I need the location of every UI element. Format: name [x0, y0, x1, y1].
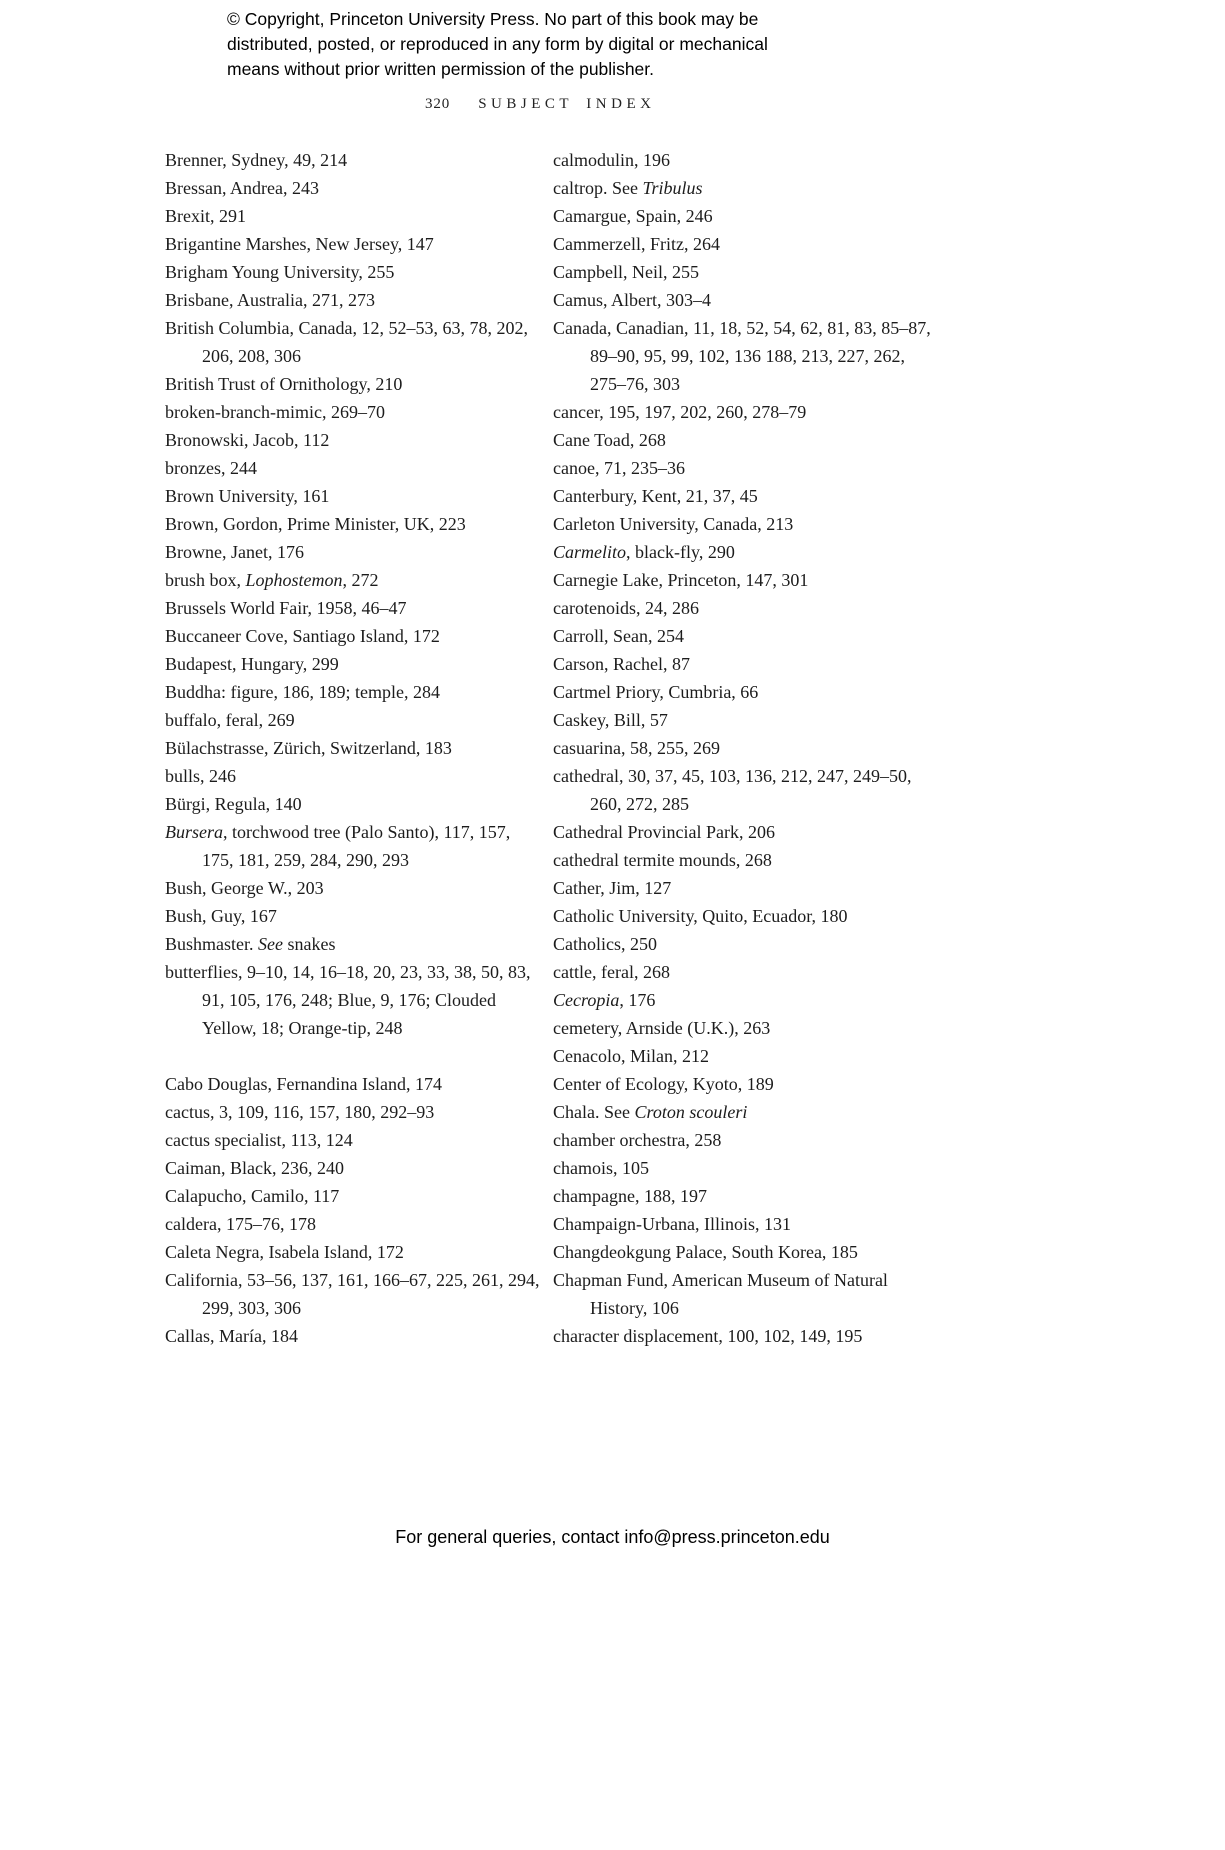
index-entry — [165, 1182, 543, 1210]
index-entry — [165, 902, 543, 930]
index-entry-text: Calapucho, Camilo, 117 — [165, 1186, 340, 1206]
index-entry-text: cactus, 3, 109, 116, 157, 180, 292–93 — [165, 1102, 435, 1122]
index-entry-text: , 272 — [342, 570, 379, 590]
index-entry — [165, 930, 543, 958]
index-entry — [165, 174, 543, 202]
index-entry — [553, 902, 931, 930]
index-entry-text: Cenacolo, Milan, 212 — [553, 1046, 709, 1066]
index-entry-text: cattle, feral, 268 — [553, 962, 670, 982]
index-entry — [165, 706, 543, 734]
index-entry — [165, 230, 543, 258]
index-entry — [553, 454, 931, 482]
index-entry-text: Catholics, 250 — [553, 934, 657, 954]
index-entry-text: Brisbane, Australia, 271, 273 — [165, 290, 375, 310]
index-entry — [553, 202, 931, 230]
index-entry — [165, 454, 543, 482]
index-entry — [553, 874, 931, 902]
index-entry — [165, 1322, 543, 1350]
index-entry-text: Cane Toad, 268 — [553, 430, 666, 450]
index-entry — [553, 1238, 931, 1266]
index-entry — [553, 146, 931, 174]
index-entry — [553, 286, 931, 314]
index-entry-text: Browne, Janet, 176 — [165, 542, 304, 562]
index-entry-text: Bush, Guy, 167 — [165, 906, 277, 926]
index-entry — [553, 1042, 931, 1070]
index-entry-text: Brigham Young University, 255 — [165, 262, 395, 282]
index-entry — [553, 678, 931, 706]
index-entry-text: British Columbia, Canada, 12, 52–53, 63, 78, 202, 206, 208, 306 — [165, 318, 528, 366]
index-entry — [165, 1154, 543, 1182]
index-entry — [553, 1154, 931, 1182]
index-entry-text: Caskey, Bill, 57 — [553, 710, 668, 730]
index-entry — [553, 1126, 931, 1154]
index-entry — [553, 426, 931, 454]
index-entry — [553, 258, 931, 286]
index-entry-italic-text: Croton scouleri — [634, 1102, 748, 1122]
index-entry — [165, 622, 543, 650]
index-entry-text: caltrop. See — [553, 178, 643, 198]
index-entry — [165, 314, 543, 370]
index-entry-text: Catholic University, Quito, Ecuador, 180 — [553, 906, 848, 926]
index-entry — [553, 230, 931, 258]
index-entry-text: Cartmel Priory, Cumbria, 66 — [553, 682, 759, 702]
index-entry — [165, 538, 543, 566]
index-entry-text: Buccaneer Cove, Santiago Island, 172 — [165, 626, 440, 646]
index-entry — [553, 622, 931, 650]
index-entry-text: Champaign-Urbana, Illinois, 131 — [553, 1214, 791, 1234]
index-entry-text: Bressan, Andrea, 243 — [165, 178, 319, 198]
index-entry-text: Carleton University, Canada, 213 — [553, 514, 794, 534]
index-entry — [553, 1070, 931, 1098]
index-entry-text: Brussels World Fair, 1958, 46–47 — [165, 598, 407, 618]
index-entry — [165, 426, 543, 454]
index-entry — [553, 1014, 931, 1042]
running-head — [425, 96, 655, 113]
index-entry-text: , 176 — [619, 990, 656, 1010]
index-entry — [553, 1322, 931, 1350]
index-entry-text: Brigantine Marshes, New Jersey, 147 — [165, 234, 434, 254]
index-entry-text: cancer, 195, 197, 202, 260, 278–79 — [553, 402, 807, 422]
index-entry-text: Bush, George W., 203 — [165, 878, 324, 898]
index-entry-text: champagne, 188, 197 — [553, 1186, 707, 1206]
index-entry — [165, 1126, 543, 1154]
index-entry-text: California, 53–56, 137, 161, 166–67, 225, 261, 294, 299, 303, 306 — [165, 1270, 540, 1318]
index-entry-text: Callas, María, 184 — [165, 1326, 298, 1346]
index-entry-text: Bülachstrasse, Zürich, Switzerland, 183 — [165, 738, 452, 758]
index-entry — [165, 594, 543, 622]
index-entry-text: cathedral, 30, 37, 45, 103, 136, 212, 247, 249–50, 260, 272, 285 — [553, 766, 912, 814]
index-entry-text: canoe, 71, 235–36 — [553, 458, 685, 478]
index-entry — [553, 594, 931, 622]
index-columns — [165, 146, 931, 1350]
index-entry-text: Center of Ecology, Kyoto, 189 — [553, 1074, 774, 1094]
index-entry — [553, 846, 931, 874]
index-entry — [553, 762, 931, 818]
index-entry-text: Bürgi, Regula, 140 — [165, 794, 302, 814]
index-entry-text: Brexit, 291 — [165, 206, 246, 226]
index-entry-text: bronzes, 244 — [165, 458, 257, 478]
index-entry — [553, 314, 931, 398]
index-entry-italic-text: Cecropia — [553, 990, 620, 1010]
index-entry — [165, 286, 543, 314]
index-entry-text: Bushmaster. — [165, 934, 258, 954]
index-entry — [165, 874, 543, 902]
index-entry — [165, 370, 543, 398]
index-column-left — [165, 146, 543, 1350]
index-entry-italic-text: Carmelito — [553, 542, 627, 562]
index-entry-italic-text: Lophostemon — [245, 570, 343, 590]
index-entry-text: Camargue, Spain, 246 — [553, 206, 713, 226]
index-entry-text: bulls, 246 — [165, 766, 237, 786]
index-entry-text: Cather, Jim, 127 — [553, 878, 672, 898]
index-entry — [553, 510, 931, 538]
copyright-line: means without prior written permission of the publisher. — [227, 59, 655, 79]
index-entry — [553, 1098, 931, 1126]
page-number: 320 — [425, 96, 451, 112]
index-entry — [553, 930, 931, 958]
index-entry-text: character displacement, 100, 102, 149, 195 — [553, 1326, 863, 1346]
index-entry — [165, 734, 543, 762]
index-entry-text: Campbell, Neil, 255 — [553, 262, 699, 282]
index-entry — [165, 482, 543, 510]
index-entry — [165, 650, 543, 678]
index-entry-text: Canterbury, Kent, 21, 37, 45 — [553, 486, 758, 506]
index-entry — [165, 790, 543, 818]
index-entry-text: , black-fly, 290 — [626, 542, 735, 562]
index-entry-text: Camus, Albert, 303–4 — [553, 290, 711, 310]
copyright-line: © Copyright, Princeton University Press. No part of this book may be — [227, 9, 759, 29]
index-entry — [553, 1210, 931, 1238]
index-entry — [165, 1098, 543, 1126]
index-entry-text: buffalo, feral, 269 — [165, 710, 295, 730]
index-entry-text: Buddha: figure, 186, 189; temple, 284 — [165, 682, 440, 702]
index-entry — [553, 958, 931, 986]
index-entry — [165, 762, 543, 790]
index-entry-text: caldera, 175–76, 178 — [165, 1214, 316, 1234]
index-entry-text: Caiman, Black, 236, 240 — [165, 1158, 344, 1178]
index-entry — [553, 650, 931, 678]
index-entry-text: Brown, Gordon, Prime Minister, UK, 223 — [165, 514, 466, 534]
index-entry — [165, 818, 543, 874]
index-entry-text: Canada, Canadian, 11, 18, 52, 54, 62, 81, 83, 85–87, 89–90, 95, 99, 102, 136 188, 213, 227, 262, 275–76, 303 — [553, 318, 931, 394]
index-entry-text: British Trust of Ornithology, 210 — [165, 374, 403, 394]
index-entry-text: carotenoids, 24, 286 — [553, 598, 699, 618]
index-entry — [165, 398, 543, 426]
index-entry — [165, 1210, 543, 1238]
index-entry-text: Cathedral Provincial Park, 206 — [553, 822, 775, 842]
index-entry — [165, 1266, 543, 1322]
index-entry-text: chamber orchestra, 258 — [553, 1130, 722, 1150]
index-entry-text: Brown University, 161 — [165, 486, 330, 506]
copyright-notice — [227, 7, 887, 82]
index-entry-text: butterflies, 9–10, 14, 16–18, 20, 23, 33, 38, 50, 83, 91, 105, 176, 248; Blue, 9, 176; Clouded Yellow, 18; Orange-tip, 248 — [165, 962, 531, 1038]
index-entry-text: calmodulin, 196 — [553, 150, 670, 170]
index-entry — [553, 566, 931, 594]
index-entry — [165, 202, 543, 230]
index-entry — [553, 398, 931, 426]
section-title: SUBJECT INDEX — [478, 96, 656, 112]
index-entry-italic-text: Tribulus — [642, 178, 703, 198]
index-entry-italic-text: See — [258, 934, 283, 954]
index-entry — [553, 706, 931, 734]
index-entry — [165, 1238, 543, 1266]
index-entry — [553, 482, 931, 510]
index-entry-text: Caleta Negra, Isabela Island, 172 — [165, 1242, 404, 1262]
index-entry-text: Cammerzell, Fritz, 264 — [553, 234, 720, 254]
index-entry — [553, 1266, 931, 1322]
index-entry-text: brush box, — [165, 570, 246, 590]
index-entry — [553, 174, 931, 202]
index-entry — [553, 818, 931, 846]
index-entry-text: Bronowski, Jacob, 112 — [165, 430, 330, 450]
index-entry — [165, 678, 543, 706]
index-column-right — [553, 146, 931, 1350]
index-entry — [553, 734, 931, 762]
copyright-line: distributed, posted, or reproduced in any form by digital or mechanical — [227, 34, 768, 54]
index-entry-text: Carnegie Lake, Princeton, 147, 301 — [553, 570, 809, 590]
index-entry-text: , torchwood tree (Palo Santo), 117, 157, 175, 181, 259, 284, 290, 293 — [202, 822, 511, 870]
index-entry-text: cathedral termite mounds, 268 — [553, 850, 772, 870]
index-entry-text: Changdeokgung Palace, South Korea, 185 — [553, 1242, 858, 1262]
index-entry — [553, 986, 931, 1014]
index-entry — [165, 258, 543, 286]
index-entry-text: cemetery, Arnside (U.K.), 263 — [553, 1018, 771, 1038]
index-entry-text: Chala. See — [553, 1102, 635, 1122]
index-entry-text: snakes — [282, 934, 336, 954]
index-entry-italic-text: Bursera — [165, 822, 223, 842]
index-entry-text: Chapman Fund, American Museum of Natural History, 106 — [553, 1270, 888, 1318]
index-entry — [165, 566, 543, 594]
index-entry-text: Brenner, Sydney, 49, 214 — [165, 150, 348, 170]
index-entry — [553, 1182, 931, 1210]
index-entry-text: Cabo Douglas, Fernandina Island, 174 — [165, 1074, 442, 1094]
index-entry — [165, 146, 543, 174]
index-entry — [165, 510, 543, 538]
index-entry-text: Carroll, Sean, 254 — [553, 626, 684, 646]
index-entry-text: Budapest, Hungary, 299 — [165, 654, 339, 674]
index-entry-text: casuarina, 58, 255, 269 — [553, 738, 720, 758]
index-entry-text: broken-branch-mimic, 269–70 — [165, 402, 385, 422]
index-entry — [165, 958, 543, 1042]
index-entry — [165, 1070, 543, 1098]
index-entry-text: cactus specialist, 113, 124 — [165, 1130, 353, 1150]
index-entry-text: chamois, 105 — [553, 1158, 649, 1178]
footer-text: For general queries, contact info@press.princeton.edu — [395, 1527, 830, 1547]
index-entry-text: Carson, Rachel, 87 — [553, 654, 690, 674]
index-entry — [553, 538, 931, 566]
